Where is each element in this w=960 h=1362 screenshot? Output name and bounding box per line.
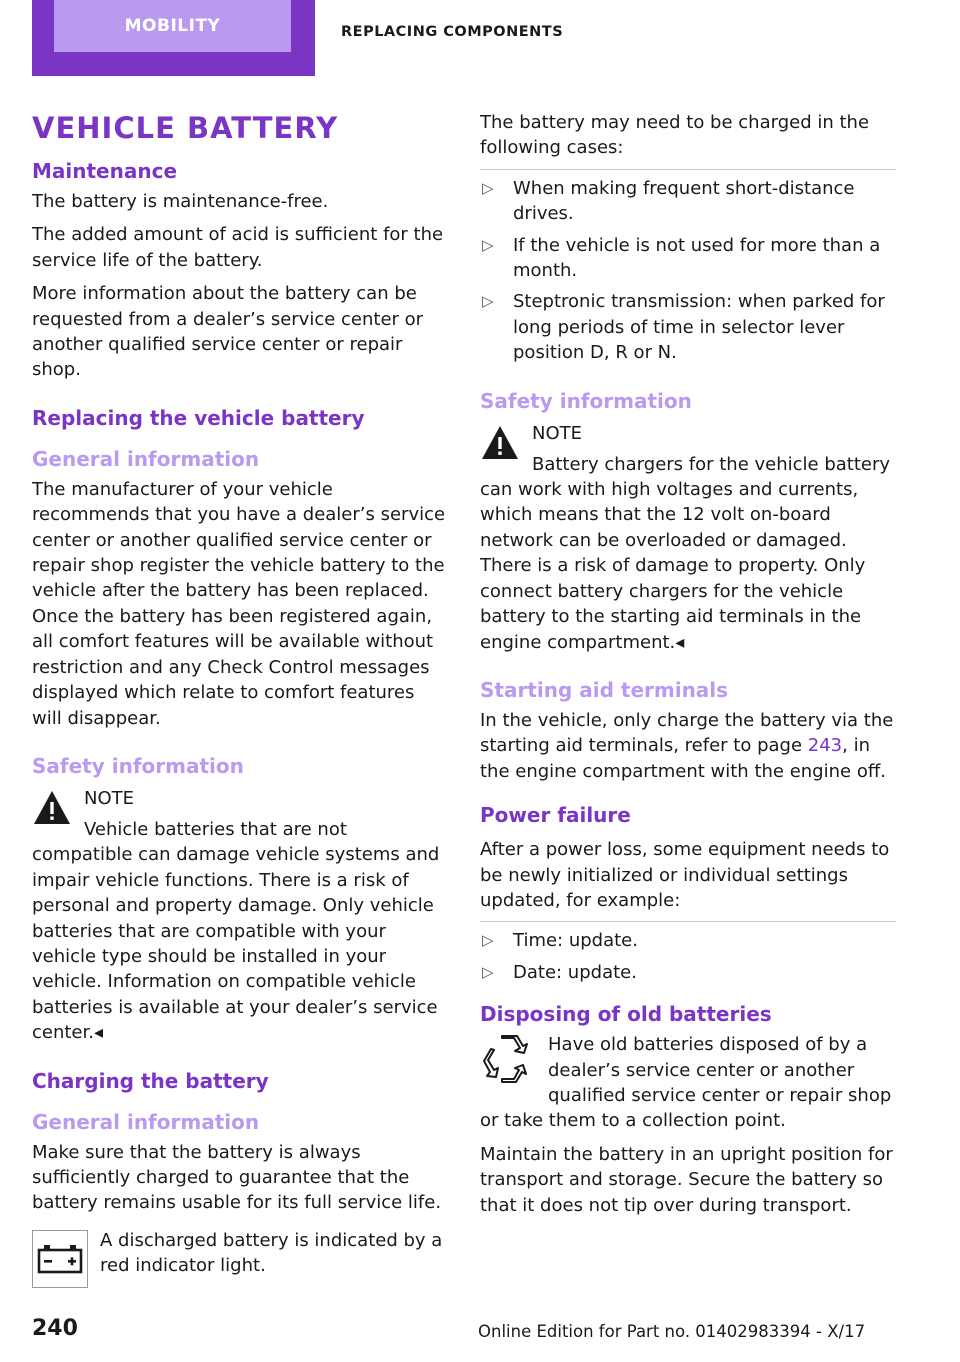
header-tab-mobility[interactable]: MOBILITY — [54, 0, 291, 52]
note-text: Battery chargers for the vehicle battery can work with high voltages and currents, which means that the 12 volt on-board network can be overloaded or damaged. There is a risk of damage to property. Only connect battery chargers for the vehicle battery to the starting aid terminals in the engine compartment.◂ — [480, 453, 891, 653]
warning-triangle-icon — [480, 423, 520, 463]
maintenance-heading: Maintenance — [32, 159, 178, 183]
triangle-bullet-icon: ▷ — [482, 178, 494, 197]
maintenance-p3: More information about the battery can be requested from a dealer’s service center or another qualified service center or repair shop. — [32, 283, 424, 381]
disposing-block — [480, 1032, 896, 1142]
maintain-text: Maintain the battery in an upright position for transport and storage. Secure the battery so that it does not tip over during transport. — [480, 1143, 893, 1216]
charging-general-heading: General information — [32, 1109, 260, 1134]
warning-triangle-icon — [32, 788, 72, 828]
power-failure-text: After a power loss, some equipment needs to be newly initialized or individual settings updated, for example: — [480, 839, 890, 911]
list-item: ▷ When making frequent short-distance drives. — [482, 177, 855, 225]
replacing-general-text: The manufacturer of your vehicle recommends that you have a dealer’s service center or another qualified service center or repair shop register the vehicle battery to the vehicle after the battery has been replaced. Once the battery has been registered again, all comfort features will be available without restriction and any Check Control messages displayed which relate to comfort features will disappear. — [32, 478, 446, 729]
charging-heading: Charging the battery — [32, 1068, 269, 1093]
list-item: ▷ Time: update. — [480, 928, 896, 953]
triangle-bullet-icon: ▷ — [482, 292, 494, 311]
left-column — [32, 110, 448, 1292]
disposing-text: Have old batteries disposed of by a dealer’s service center or another qualified service center or repair shop or take them to a collection point. — [480, 1034, 892, 1132]
note-label: NOTE — [84, 787, 135, 809]
power-failure-heading: Power failure — [480, 803, 631, 828]
starting-aid-heading: Starting aid terminals — [480, 677, 729, 702]
charge-cases-intro: The battery may need to be charged in the following cases: — [480, 112, 870, 159]
note-text: Vehicle batteries that are not compatible can damage vehicle systems and impair vehicle functions. There is a risk of personal and property damage. Only vehicle batteries that are compatible with your vehicle type should be installed in your vehicle. Information on compatible vehicle batteries is available at your dealer’s service center.◂ — [32, 818, 440, 1044]
list-item: ▷ If the vehicle is not used for more than a month. — [482, 234, 881, 282]
list-item: ▷ Steptronic transmission: when parked for long periods of time in selector lever position D, R or N. — [482, 291, 885, 364]
page-number: 240 — [32, 1316, 78, 1341]
charging-note — [480, 421, 896, 655]
charging-safety-heading: Safety information — [480, 388, 692, 413]
replacing-general-heading: General information — [32, 446, 260, 471]
battery-indicator-text: A discharged battery is indicated by a red indicator light. — [100, 1229, 443, 1277]
battery-indicator-icon — [32, 1230, 88, 1288]
maintenance-p1: The battery is maintenance-free. — [32, 191, 329, 212]
disposing-heading: Disposing of old batteries — [480, 1002, 772, 1027]
charge-cases-list — [480, 176, 896, 366]
battery-indicator-block — [32, 1228, 448, 1292]
page-link-243[interactable]: 243 — [807, 735, 843, 757]
header-section-title: REPLACING COMPONENTS — [341, 24, 564, 40]
list-item: ▷ Date: update. — [480, 960, 896, 985]
starting-aid-text: In the vehicle, only charge the battery via the starting aid terminals, refer to page 243, in the engine compartment with the engine off. — [480, 709, 894, 782]
triangle-bullet-icon: ▷ — [482, 931, 494, 950]
maintenance-p2: The added amount of acid is sufficient for the service life of the battery. — [32, 224, 444, 271]
divider — [480, 921, 896, 922]
note-label: NOTE — [532, 422, 583, 444]
divider — [480, 169, 896, 170]
replacing-safety-heading: Safety information — [32, 753, 244, 778]
page-title: VEHICLE BATTERY — [32, 111, 339, 145]
recycle-icon — [480, 1032, 536, 1088]
triangle-bullet-icon: ▷ — [482, 235, 494, 254]
power-items-list — [480, 928, 896, 985]
replacing-note — [32, 786, 448, 1046]
replacing-heading: Replacing the vehicle battery — [32, 405, 365, 430]
charging-general-text: Make sure that the battery is always sufficiently charged to guarantee that the battery remains usable for its full service life. — [32, 1141, 442, 1214]
footer-edition: Online Edition for Part no. 01402983394 - X/17 — [478, 1322, 866, 1341]
right-column — [480, 110, 896, 1226]
triangle-bullet-icon: ▷ — [482, 962, 494, 981]
